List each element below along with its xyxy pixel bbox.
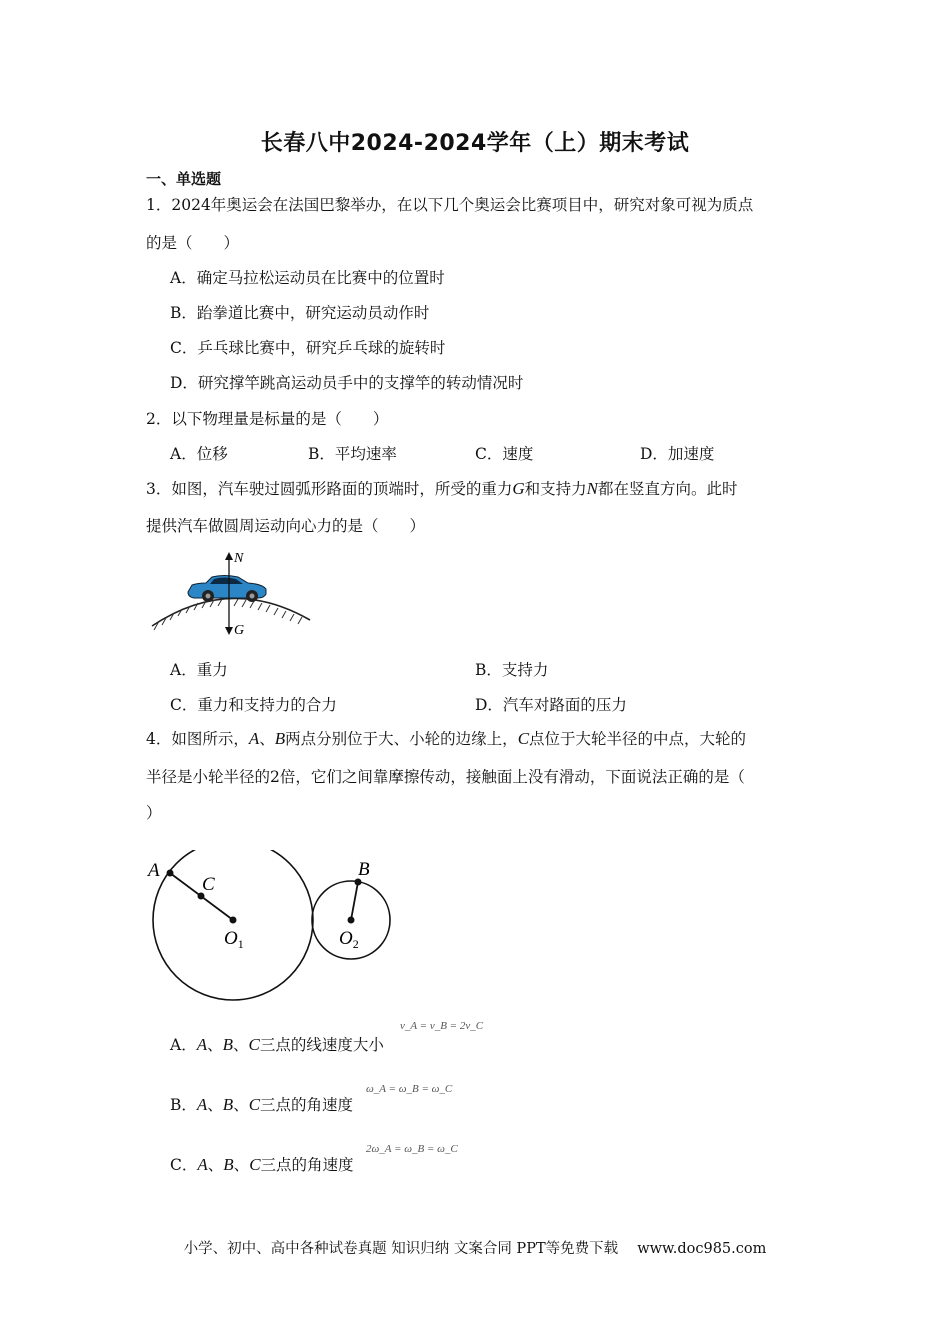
q3-stem-part2: 和支持力	[524, 480, 587, 498]
q3-option-d: D．汽车对路面的压力	[475, 696, 627, 714]
option-c-sym-b: B	[223, 1155, 234, 1174]
q1-option-b: B．跆拳道比赛中，研究运动员动作时	[170, 304, 430, 322]
q4-option-b	[170, 1093, 353, 1115]
q1-stem-line2: 的是（ ）	[146, 234, 240, 252]
q1-option-c: C．乒乓球比赛中，研究乒乓球的旋转时	[170, 339, 446, 357]
q4-stem-line3: ）	[146, 804, 162, 822]
option-c-sep2: 、	[233, 1156, 250, 1174]
q4-stem-line2: 半径是小轮半径的2倍，它们之间靠摩擦传动，接触面上没有滑动，下面说法正确的是（	[146, 768, 745, 786]
q2-option-c: C．速度	[475, 445, 534, 463]
q4-wheels-figure	[140, 850, 400, 1010]
option-c-sym-c: C	[249, 1155, 261, 1174]
q4-option-b-formula: ω_A = ω_B = ω_C	[366, 1083, 453, 1095]
label-n: N	[234, 551, 244, 566]
label-g: G	[234, 623, 245, 638]
road-arc	[152, 598, 310, 626]
page-footer: 小学、初中、高中各种试卷真题 知识归纳 文案合同 PPT等免费下载 www.doc985.com	[183, 1241, 767, 1257]
q3-stem-part3: 都在竖直方向。此时	[598, 480, 738, 498]
option-a-prefix: A．	[170, 1036, 197, 1054]
point-o1	[230, 917, 237, 924]
q2-option-a: A．位移	[170, 445, 228, 463]
q4-stem-part2: 两点分别位于大、小轮的边缘上，	[285, 730, 518, 748]
q3-car-figure	[148, 548, 318, 638]
option-c-text: 三点的角速度	[260, 1156, 354, 1174]
q2-option-b: B．平均速率	[308, 445, 397, 463]
option-a-sym-a: A	[196, 1035, 208, 1054]
q4-stem-line1	[146, 727, 746, 749]
option-b-sym-c: C	[248, 1095, 261, 1114]
q4-option-c	[170, 1153, 354, 1175]
label-o1: $O_1$	[224, 928, 244, 951]
option-a-text: 三点的线速度大小	[259, 1036, 384, 1054]
option-a-sep2: 、	[233, 1036, 249, 1054]
q4-option-a	[170, 1033, 384, 1055]
label-o2: $O_2$	[339, 928, 359, 951]
q3-stem-line2: 提供汽车做圆周运动向心力的是（ ）	[146, 517, 426, 535]
label-c: C	[202, 874, 215, 895]
option-b-sep2: 、	[233, 1096, 249, 1114]
q3-option-c: C．重力和支持力的合力	[170, 696, 337, 714]
option-a-sym-c: C	[248, 1035, 260, 1054]
label-b: B	[358, 859, 370, 880]
option-c-sym-a: A	[197, 1155, 208, 1174]
large-wheel	[153, 850, 313, 1000]
small-radius	[351, 882, 358, 920]
q1-option-a: A．确定马拉松运动员在比赛中的位置时	[170, 269, 445, 287]
car-icon	[188, 576, 266, 603]
q3-symbol-n: N	[586, 479, 599, 498]
q2-stem: 2．以下物理量是标量的是（ ）	[146, 410, 389, 428]
q1-option-d: D．研究撑竿跳高运动员手中的支撑竿的转动情况时	[170, 374, 524, 392]
q3-symbol-g: G	[512, 479, 525, 498]
option-b-sep1: 、	[207, 1096, 223, 1114]
label-a: A	[148, 860, 160, 881]
q4-stem-part3: 点位于大轮半径的中点，大轮的	[529, 730, 747, 748]
q3-option-b: B．支持力	[475, 661, 549, 679]
q3-stem-line1	[146, 477, 738, 499]
page-title: 长春八中2024-2024学年（上）期末考试	[260, 131, 690, 156]
q4-symbol-a: A	[248, 729, 260, 748]
q4-symbol-b: B	[274, 729, 286, 748]
option-b-sym-b: B	[222, 1095, 234, 1114]
point-a	[167, 870, 174, 877]
option-c-prefix: C．	[170, 1156, 198, 1174]
option-a-sym-b: B	[222, 1035, 233, 1054]
option-b-prefix: B．	[170, 1096, 197, 1114]
option-c-sep1: 、	[207, 1156, 224, 1174]
q4-stem-part1: 4．如图所示，	[146, 730, 249, 748]
section-heading: 一、单选题	[146, 170, 222, 188]
q3-stem-part1: 3．如图，汽车驶过圆弧形路面的顶端时，所受的重力	[146, 480, 513, 498]
point-o2	[348, 917, 355, 924]
option-b-text: 三点的角速度	[260, 1096, 354, 1114]
q2-option-d: D．加速度	[640, 445, 715, 463]
option-a-sep1: 、	[207, 1036, 223, 1054]
q4-separator: 、	[259, 730, 275, 748]
q1-stem-line1: 1．2024年奥运会在法国巴黎举办，在以下几个奥运会比赛项目中，研究对象可视为质点	[146, 196, 754, 214]
q4-option-c-formula: 2ω_A = ω_B = ω_C	[366, 1143, 458, 1155]
q4-option-a-formula: v_A = v_B = 2v_C	[400, 1020, 484, 1032]
q3-option-a: A．重力	[170, 661, 228, 679]
option-b-sym-a: A	[196, 1095, 208, 1114]
q4-symbol-c: C	[517, 729, 530, 748]
road-hatch	[154, 599, 302, 630]
